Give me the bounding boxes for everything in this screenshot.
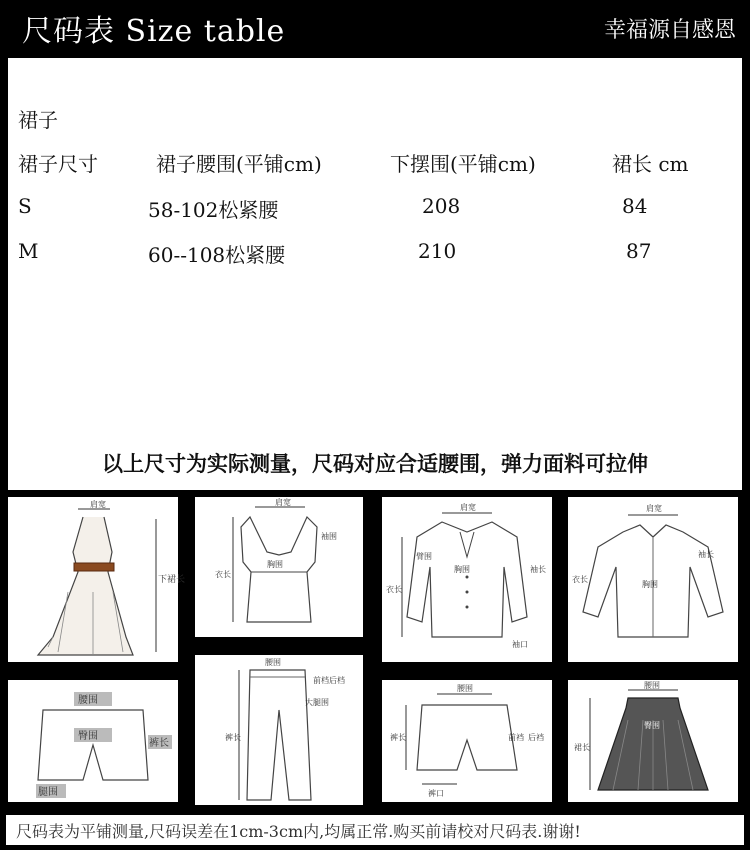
label-leg: 裤口	[428, 789, 444, 798]
cell-waist: 58-102松紧腰	[148, 198, 279, 222]
size-table-panel	[8, 58, 742, 490]
cell-hem: 210	[418, 239, 457, 263]
diagram-shorts-left	[8, 680, 178, 802]
table-header-size: 裙子尺寸	[18, 152, 98, 176]
label-length: 裙长	[574, 743, 590, 752]
footer-note: 尺码表为平铺测量,尺码误差在1cm-3cm内,均属正常.购买前请校对尺码表.谢谢!	[16, 822, 581, 841]
label-sleeve: 袖长	[698, 550, 714, 559]
shorts-left-drawing	[8, 680, 178, 802]
label-bust: 胸围	[642, 580, 658, 589]
label-front-rise: 前档	[313, 676, 329, 685]
label-front: 前裆	[508, 733, 524, 742]
label-bust: 胸围	[454, 565, 470, 574]
label-back-rise: 后档	[329, 676, 345, 685]
label-cuff: 袖口	[512, 640, 528, 649]
diagram-skirt	[568, 680, 738, 802]
dress-drawing	[8, 497, 186, 662]
label-length: 下裙长	[158, 575, 186, 585]
cell-size: S	[18, 194, 32, 218]
label-length: 裤长	[390, 733, 406, 742]
pants-drawing	[195, 655, 363, 805]
label-shoulder: 肩宽	[460, 503, 476, 512]
table-header-length: 裙长 cm	[612, 152, 689, 176]
label-armhole: 袖围	[321, 532, 337, 541]
diagram-dress	[8, 497, 186, 662]
label-arm: 臂围	[416, 552, 432, 561]
label-length: 裤长	[149, 738, 169, 749]
cell-waist: 60--108松紧腰	[148, 243, 286, 267]
label-waist: 腰围	[265, 658, 281, 667]
label-waist: 腰围	[457, 684, 473, 693]
shorts-mid-drawing	[382, 680, 552, 802]
label-back: 后裆	[528, 733, 544, 742]
footer-note-bar	[6, 815, 744, 845]
cell-length: 87	[626, 239, 652, 263]
label-shoulder: 肩宽	[275, 498, 291, 507]
label-sleeve: 袖长	[530, 565, 546, 574]
slogan: 幸福源自感恩	[603, 18, 736, 43]
label-length: 衣长	[215, 570, 231, 579]
section-label: 裙子	[18, 108, 58, 132]
diagram-vest	[195, 497, 363, 637]
label-waist: 腰围	[644, 681, 660, 690]
page-title: 尺码表 Size table	[22, 14, 286, 49]
diagram-shirt	[568, 497, 738, 662]
skirt-drawing	[568, 680, 738, 802]
label-shoulder: 肩宽	[90, 500, 106, 509]
measurement-diagram-grid	[0, 490, 750, 810]
cell-hem: 208	[422, 194, 461, 218]
label-thigh: 大腿围	[305, 698, 329, 707]
blouse-drawing	[382, 497, 552, 662]
shirt-drawing	[568, 497, 738, 662]
measurement-note: 以上尺寸为实际测量，尺码对应合适腰围，弹力面料可拉伸	[102, 452, 648, 476]
label-length: 衣长	[386, 585, 402, 594]
table-header-waist: 裙子腰围(平铺cm)	[156, 152, 322, 176]
cell-size: M	[18, 239, 39, 263]
label-leg: 腿围	[38, 787, 58, 798]
diagram-pants	[195, 655, 363, 805]
header-bar	[0, 0, 750, 58]
label-length: 裤长	[225, 733, 241, 742]
label-hip: 臀围	[78, 731, 98, 742]
table-header-hem: 下摆围(平铺cm)	[390, 152, 536, 176]
cell-length: 84	[622, 194, 648, 218]
label-length: 衣长	[572, 575, 588, 584]
label-shoulder: 肩宽	[646, 504, 662, 513]
label-hip: 臀围	[644, 721, 660, 730]
label-bust: 胸围	[267, 560, 283, 569]
vest-drawing	[195, 497, 363, 637]
diagram-blouse	[382, 497, 552, 662]
diagram-shorts-mid	[382, 680, 552, 802]
label-waist: 腰围	[78, 695, 98, 706]
